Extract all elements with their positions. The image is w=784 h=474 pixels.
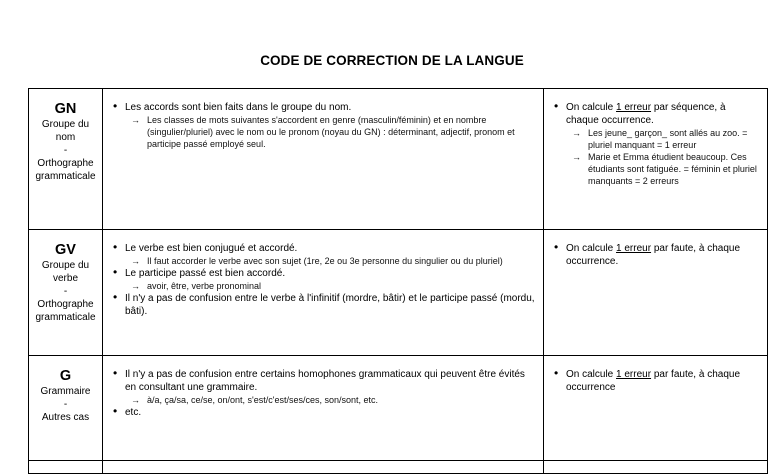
row-label-line: Grammaire <box>40 386 91 397</box>
page-title: CODE DE CORRECTION DE LA LANGUE <box>260 53 524 68</box>
count-bullet: • On calcule 1 erreur par séquence, à chaque occurrence. → Les jeune_ garçon_ sont allés au zoo. = pluriel manquant = 1 erreur → Marie et Emma étudient beaucoup. Ces étudiants sont fatiguée. = féminin et pluriel manquants = 2 erreurs <box>550 101 761 187</box>
count-example: → Marie et Emma étudient beaucoup. Ces étudiants sont fatiguée. = féminin et pluriel manquants = 2 erreurs <box>572 152 757 186</box>
empty-cell <box>103 461 544 474</box>
rule-example: → avoir, être, verbe pronominal <box>131 281 262 291</box>
arrow-icon: → <box>572 152 581 162</box>
count-cell-g <box>544 356 768 461</box>
rule-example: → Il faut accorder le verbe avec son sujet (1re, 2e ou 3e personne du singulier ou du pluriel) <box>131 256 503 266</box>
count-example: → Les jeune_ garçon_ sont allés au zoo. = pluriel manquant = 1 erreur <box>572 128 748 150</box>
row-label-line: Orthographe <box>37 299 94 310</box>
count-bullet: • On calcule 1 erreur par faute, à chaque occurrence. <box>550 242 761 268</box>
table-row-partial <box>29 461 768 474</box>
row-label-line: grammaticale <box>35 171 96 182</box>
count-cell-gn <box>544 89 768 230</box>
rule-cell-g <box>103 356 544 461</box>
count-cell-gv <box>544 230 768 356</box>
rule-bullet: • Il n'y a pas de confusion entre le verbe à l'infinitif (mordre, bâtir) et le participe passé (mordu, bâti). <box>109 292 537 318</box>
row-label-gn <box>29 89 103 230</box>
empty-cell <box>29 461 103 474</box>
rule-example: → Les classes de mots suivantes s'accordent en genre (masculin/féminin) et en nombre (singulier/pluriel) avec le nom ou le pronom (noyau du GN) : déterminant, adjectif, pronom et participe passé employé seul. <box>131 115 515 149</box>
rule-bullet: • Le participe passé est bien accordé. → avoir, être, verbe pronominal <box>109 267 537 292</box>
rule-bullet: • Le verbe est bien conjugué et accordé. → Il faut accorder le verbe avec son sujet (1re, 2e ou 3e personne du singulier ou du pluriel) <box>109 242 537 267</box>
row-label-line: - <box>63 145 68 156</box>
rule-bullet: • Les accords sont bien faits dans le groupe du nom. → Les classes de mots suivantes s'accordent en genre (masculin/féminin) et en nombre (singulier/pluriel) avec le nom ou le pronom (noyau du GN) : déterminant, adjectif, pronom et participe passé employé seul. <box>109 101 537 150</box>
row-code: GV <box>55 242 76 258</box>
row-label-line: Groupe du <box>41 119 90 130</box>
row-label-line: verbe <box>52 273 78 284</box>
row-label-line: nom <box>55 132 76 143</box>
count-bullet: • On calcule 1 erreur par faute, à chaque occurrence <box>550 368 761 394</box>
table-row-gv <box>29 230 768 356</box>
row-label-line: - <box>63 399 68 410</box>
rule-bullet: • etc. <box>109 406 537 419</box>
row-label-line: Autres cas <box>41 412 90 423</box>
arrow-icon: → <box>131 115 140 125</box>
row-label-g <box>29 356 103 461</box>
table-row-gn <box>29 89 768 230</box>
arrow-icon: → <box>131 395 140 405</box>
row-label-line: - <box>63 286 68 297</box>
rule-bullet: • Il n'y a pas de confusion entre certains homophones grammaticaux qui peuvent être évités en consultant une grammaire. → à/a, ça/sa, ce/se, on/ont, s'est/c'est/ses/ces, son/sont, etc. <box>109 368 537 406</box>
row-code: GN <box>54 101 77 117</box>
row-code: G <box>59 368 72 384</box>
table-row-g <box>29 356 768 461</box>
arrow-icon: → <box>572 128 581 138</box>
row-label-gv <box>29 230 103 356</box>
row-label-line: Groupe du <box>41 260 90 271</box>
row-label-line: grammaticale <box>35 312 96 323</box>
arrow-icon: → <box>131 256 140 266</box>
empty-cell <box>544 461 768 474</box>
correction-table <box>28 88 768 474</box>
row-label-line: Orthographe <box>37 158 94 169</box>
arrow-icon: → <box>131 281 140 291</box>
rule-example: → à/a, ça/sa, ce/se, on/ont, s'est/c'est/ses/ces, son/sont, etc. <box>131 395 379 405</box>
rule-cell-gv <box>103 230 544 356</box>
rule-cell-gn <box>103 89 544 230</box>
